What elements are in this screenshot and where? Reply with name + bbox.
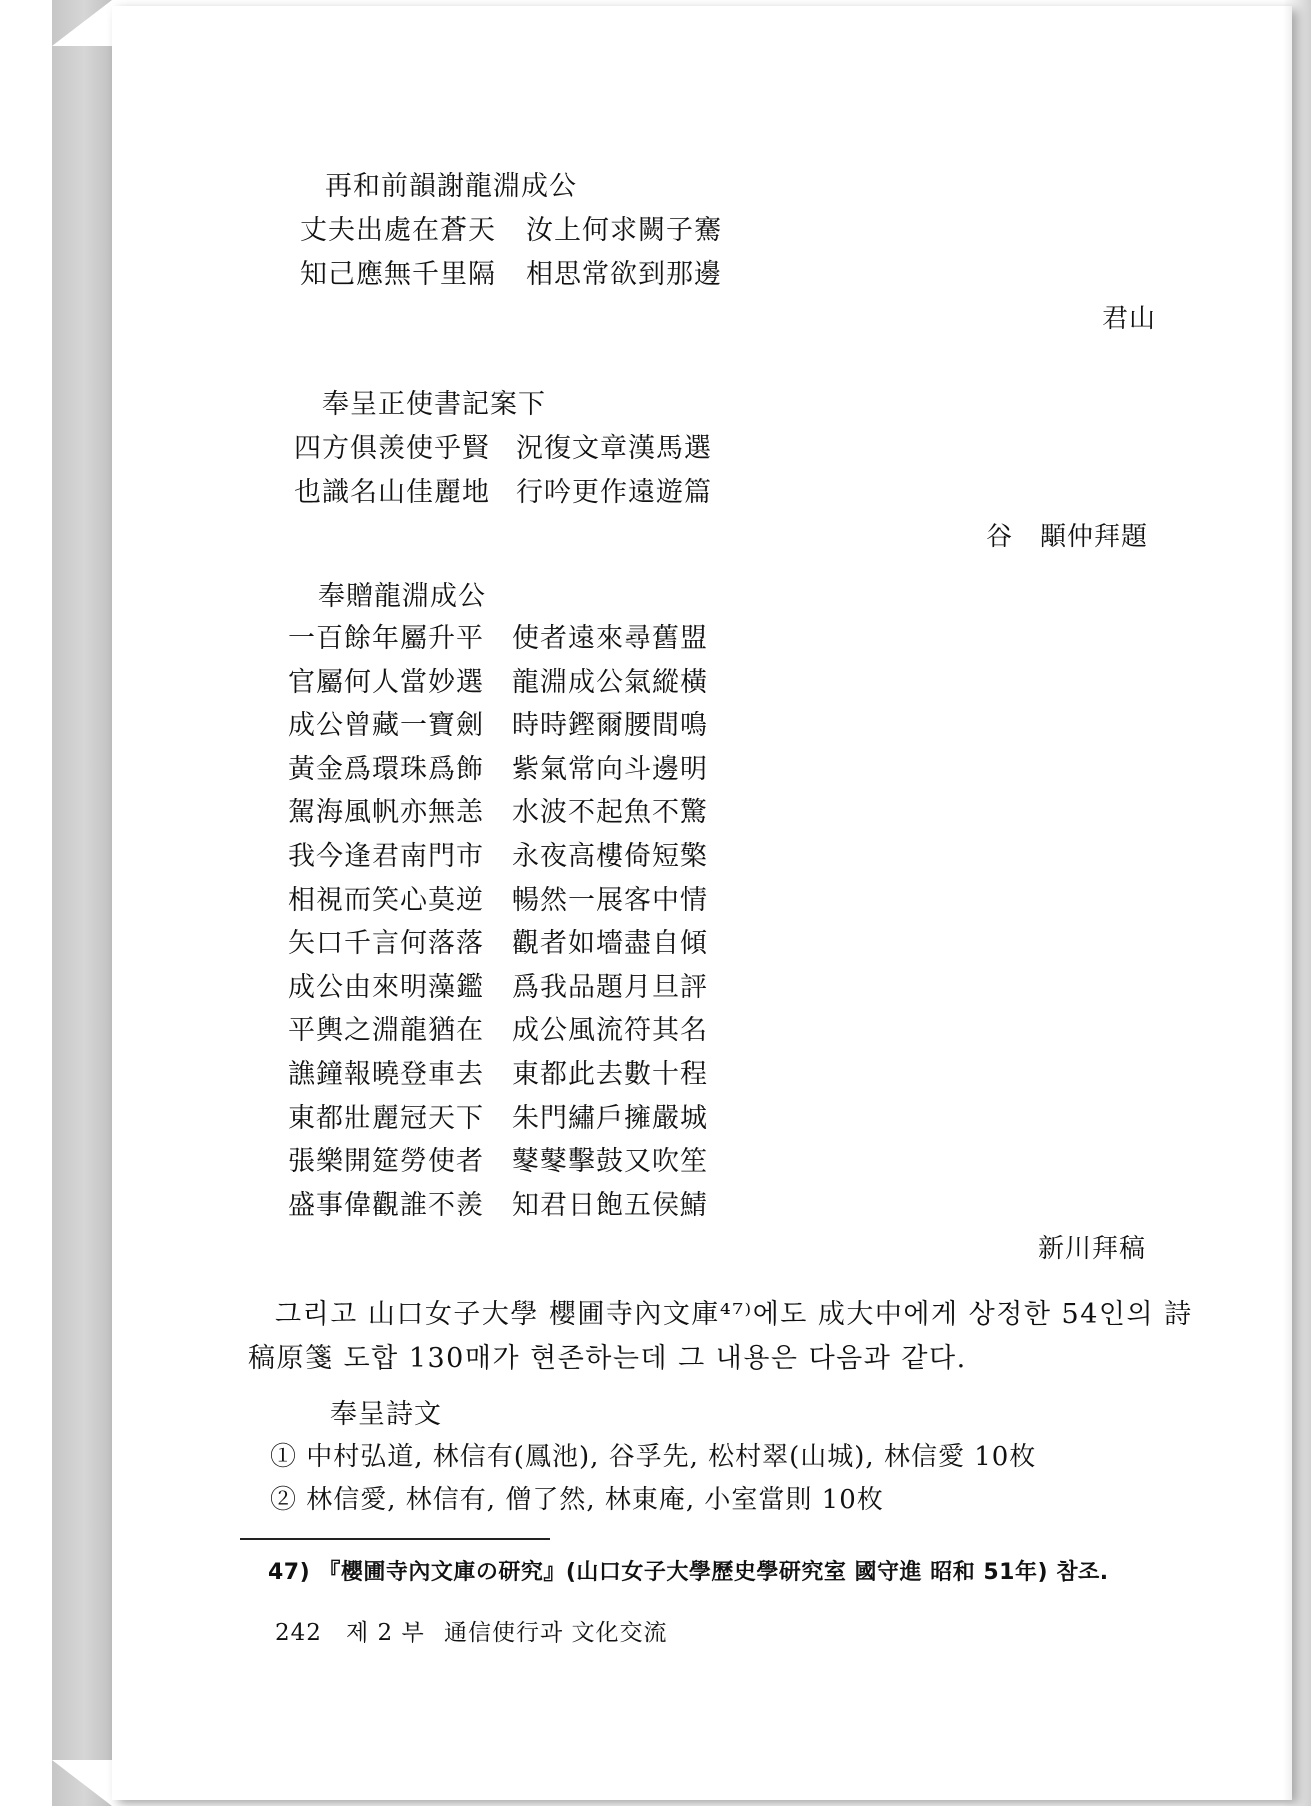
poem1-line2-a: 知己應無千里隔 <box>300 259 496 290</box>
poem3-line-11-b: 東都此去數十程 <box>512 1059 708 1090</box>
poem3-line-5-a: 駕海風帆亦無恙 <box>288 797 484 828</box>
list-title: 奉呈詩文 <box>330 1399 442 1430</box>
poem3-line-12-a: 東都壯麗冠天下 <box>288 1103 484 1134</box>
poem3-line-1-b: 使者遠來尋舊盟 <box>512 623 708 654</box>
poem3-line-14-a: 盛事偉觀誰不羨 <box>288 1190 484 1221</box>
poem3-line-14-b: 知君日飽五侯鯖 <box>512 1190 708 1221</box>
poem3-line-10-b: 成公風流符其名 <box>512 1015 708 1046</box>
poem3-line-12-b: 朱門繡戶擁嚴城 <box>512 1103 708 1134</box>
page-margin-left <box>0 0 52 1806</box>
footnote-rule <box>240 1538 550 1540</box>
poem3-line-7-a: 相視而笑心莫逆 <box>288 885 484 916</box>
prose-line-1: 그리고 山口女子大學 櫻圃寺內文庫⁴⁷⁾에도 成大中에게 상정한 54인의 詩 <box>275 1299 1193 1330</box>
prose-line-2: 稿原箋 도합 130매가 현존하는데 그 내용은 다음과 같다. <box>248 1343 967 1374</box>
poem3-line-13-a: 張樂開筵勞使者 <box>288 1146 484 1177</box>
poem3-line-8-a: 矢口千言何落落 <box>288 928 484 959</box>
poem3-line-13-b: 鼕鼕擊鼓又吹笙 <box>512 1146 708 1177</box>
poem2-author: 谷 顒仲拜題 <box>986 522 1149 552</box>
poem3-author: 新川拜稿 <box>1038 1234 1147 1264</box>
page-number: 242 <box>275 1620 322 1646</box>
poem3-line-5-b: 水波不起魚不驚 <box>512 797 708 828</box>
poem3-line-3-b: 時時鏗爾腰間鳴 <box>512 710 708 741</box>
page-edge-shadow <box>1283 0 1311 1806</box>
poem3-title: 奉贈龍淵成公 <box>318 581 486 612</box>
poem3-line-9-a: 成公由來明藻鑑 <box>288 972 484 1003</box>
poem3-line-2-a: 官屬何人當妙選 <box>288 667 484 698</box>
poem2-title: 奉呈正使書記案下 <box>322 389 546 420</box>
poem3-line-1-a: 一百餘年屬升平 <box>288 623 484 654</box>
poem3-line-4-b: 紫氣常向斗邊明 <box>512 754 708 785</box>
poem2-line2-a: 也識名山佳麗地 <box>294 477 490 508</box>
poem1-line1-b: 汝上何求闕子騫 <box>526 215 722 246</box>
poem2-line2-b: 行吟更作遠遊篇 <box>516 477 712 508</box>
poem3-line-10-a: 平輿之淵龍猶在 <box>288 1015 484 1046</box>
poem3-line-2-b: 龍淵成公氣縱橫 <box>512 667 708 698</box>
poem3-line-11-a: 譙鐘報曉登車去 <box>288 1059 484 1090</box>
poem2-line1-b: 況復文章漢馬選 <box>516 433 712 464</box>
poem1-title: 再和前韻謝龍淵成公 <box>325 171 577 202</box>
list-item-1: ① 中村弘道, 林信有(鳳池), 谷孚先, 松村翠(山城), 林信愛 10枚 <box>270 1442 1037 1472</box>
poem1-line1-a: 丈夫出處在蒼天 <box>300 215 496 246</box>
poem3-line-6-a: 我今逢君南門市 <box>288 841 484 872</box>
page-part: 제 2 부 <box>346 1620 425 1646</box>
poem3-line-8-b: 觀者如墻盡自傾 <box>512 928 708 959</box>
page-running-title: 通信使行과 文化交流 <box>444 1620 668 1646</box>
poem2-line1-a: 四方俱羡使乎賢 <box>294 433 490 464</box>
poem3-line-6-b: 永夜高樓倚短檠 <box>512 841 708 872</box>
footnote: 47) 『櫻圃寺內文庫の研究』(山口女子大學歷史學研究室 國守進 昭和 51年) 참조. <box>268 1560 1109 1585</box>
poem3-line-4-a: 黃金爲環珠爲飾 <box>288 754 484 785</box>
spine-corner-bottom <box>0 1760 52 1806</box>
spine-corner-top <box>0 0 52 46</box>
poem3-line-9-b: 爲我品題月旦評 <box>512 972 708 1003</box>
poem3-line-7-b: 暢然一展客中情 <box>512 885 708 916</box>
list-item-2: ② 林信愛, 林信有, 僧了然, 林東庵, 小室當則 10枚 <box>270 1485 884 1515</box>
poem1-author: 君山 <box>1102 304 1157 334</box>
poem1-line2-b: 相思常欲到那邊 <box>526 259 722 290</box>
poem3-line-3-a: 成公曾藏一寶劍 <box>288 710 484 741</box>
